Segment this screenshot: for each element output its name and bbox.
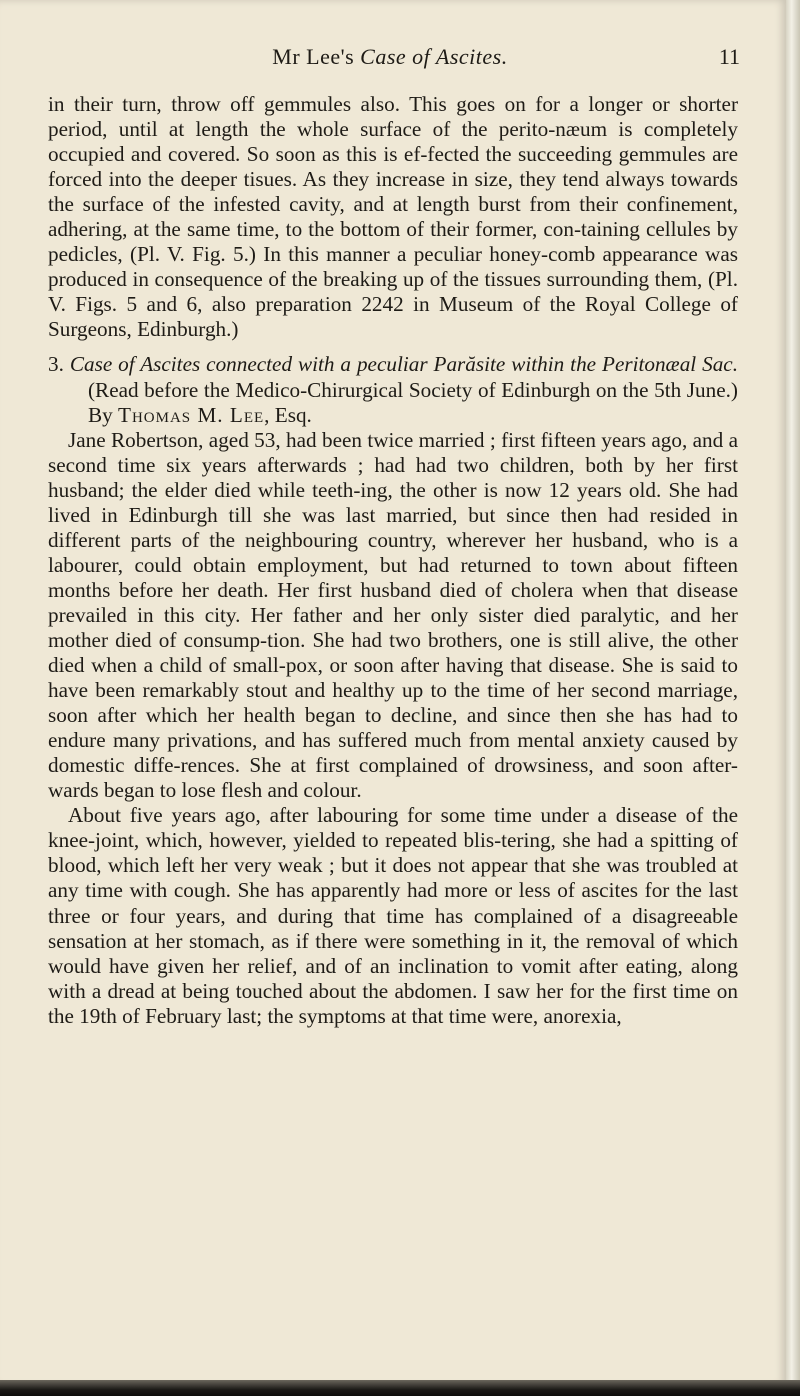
running-header xyxy=(40,44,740,74)
case-heading-title: Case of Ascites connected with a peculiar Parăsite within the Peritonæal Sac. xyxy=(69,352,739,377)
running-title-italic: Case of Ascites. xyxy=(360,44,508,69)
running-title-prefix: Mr Lee's xyxy=(272,44,361,69)
case-heading-suffix: , Esq. xyxy=(264,402,312,427)
case-heading-number: 3. xyxy=(48,352,70,377)
paragraph-continuation: in their turn, throw off gemmules also. This goes on for a longer or shorter period, until at length the whole surface of the perito-næum is completely occupied and covered. So soon as this is ef-fected the succeeding gemmules are forced into the deeper tisues. As they increase in size, they tend always towards the surface of the infested cavity, and at length burst from their confinement, adhering, at the same time, to the bottom of their former, con-taining cellules by pedicles, (Pl. V. Fig. 5.) In this manner a peculiar honey-comb appearance was produced in consequence of the breaking up of the tissues surrounding them, (Pl. V. Figs. 5 and 6, also preparation 2242 in Museum of the Royal College of Surgeons, Edinburgh.) xyxy=(48,92,738,342)
page-number: 11 xyxy=(718,44,740,69)
running-title xyxy=(40,44,740,70)
case-heading xyxy=(48,352,738,427)
paragraph-symptoms: About five years ago, after labouring for some time under a disease of the knee-joint, which, however, yielded to repeated blis-tering, she had a spitting of blood, which left her very weak ; but it does not appear that she was troubled at any time with cough. She has apparently had more or less of ascites for the last three or four years, and during that time has complained of a disagreeable sensation at her stomach, as if there were something in it, the removal of which would have given her relief, and of an inclination to vomit after eating, along with a dread at being touched about the abdomen. I saw her for the first time on the 19th of February last; the symptoms at that time were, anorexia, xyxy=(48,803,738,1028)
case-heading-source: (Read before the Medico-Chirurgical Society of Edinburgh on the 5th June.) By xyxy=(88,377,738,427)
page-edge-bottom xyxy=(0,1380,800,1396)
page-body xyxy=(48,92,738,1029)
case-heading-author: Thomas M. Lee xyxy=(118,402,265,427)
paragraph-patient-history: Jane Robertson, aged 53, had been twice married ; first fifteen years ago, and a second time six years afterwards ; had had two children, both by her first husband; the elder died while teeth-ing, the other is now 12 years old. She had lived in Edinburgh till she was last married, but since then had resided in different parts of the neighbouring country, wherever her husband, who is a labourer, could obtain employment, but had returned to town about fifteen months before her death. Her first husband died of cholera when that disease prevailed in this city. Her father and her only sister died paralytic, and her mother died of consump-tion. She had two brothers, one is still alive, the other died when a child of small-pox, or soon after having that disease. She is said to have been remarkably stout and healthy up to the time of her second marriage, soon after which her health began to decline, and since then she has had to endure many privations, and has suffered much from mental anxiety caused by domestic diffe-rences. She at first complained of drowsiness, and soon after-wards began to lose flesh and colour. xyxy=(48,427,738,803)
page-edge-right xyxy=(786,0,800,1396)
